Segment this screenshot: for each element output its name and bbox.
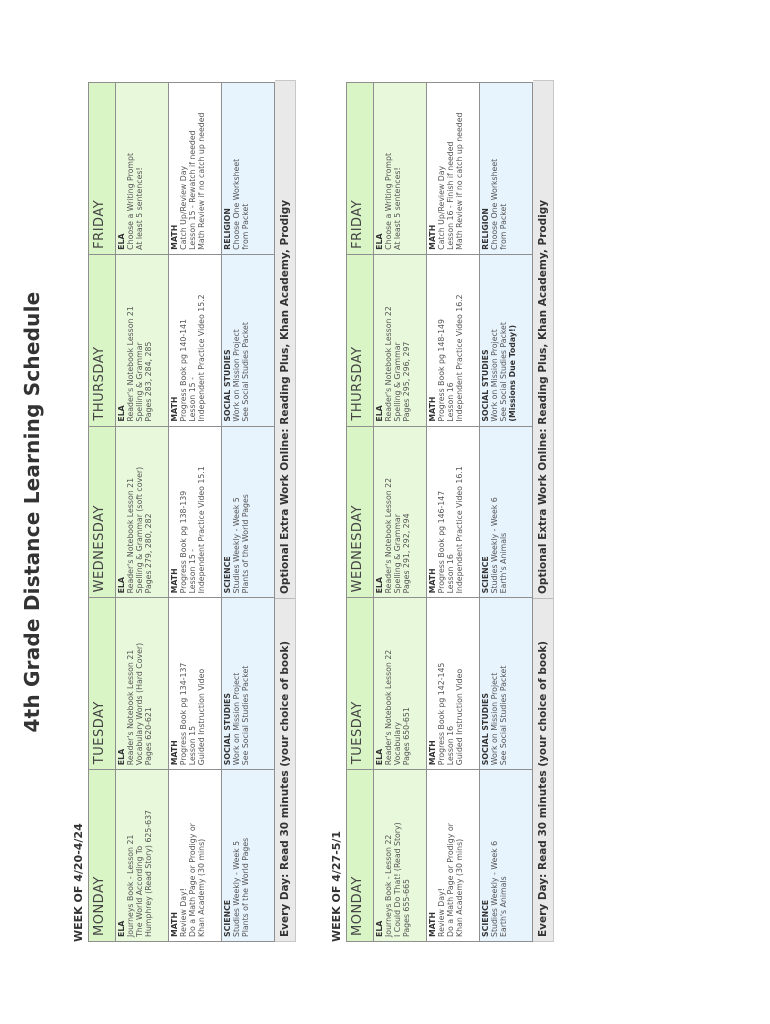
schedule-cell [116, 770, 169, 942]
schedule-cell [427, 426, 480, 598]
schedule-row [480, 83, 533, 942]
assignment-line: Choose a Writing Prompt [125, 152, 135, 250]
assignment-line: Plants of the World Pages [240, 494, 250, 594]
assignment-line: Studies Weekly - Week 5 [231, 840, 241, 937]
subject-label: MATH [428, 740, 437, 766]
assignment-line: Journeys Book - Lesson 22 [383, 834, 393, 937]
schedule-row [222, 83, 275, 942]
week-section [72, 82, 296, 942]
assignment-line: Independent Practice Video 15.1 [196, 466, 206, 594]
assignment-line: Review Day! [178, 888, 188, 937]
assignment-line: Lesson 16 [445, 725, 455, 766]
schedule-cell [169, 426, 222, 598]
every-day-note: Every Day: Read 30 minutes (your choice of book) [275, 598, 295, 941]
subject-label: ELA [117, 577, 126, 594]
assignment-line: Spelling & Grammar [392, 514, 402, 594]
schedule-cell [222, 598, 275, 770]
assignment-line: Lesson 16 - Finish if needed [445, 141, 455, 250]
week-section [330, 82, 554, 942]
assignment-line: Work on Mission Project [231, 672, 241, 766]
subject-label: ELA [117, 748, 126, 766]
assignment-line: Vocabulary Words (Hard Cover) [134, 642, 144, 766]
schedule-cell [374, 426, 427, 598]
schedule-cell [116, 83, 169, 255]
schedule-cell [480, 426, 533, 598]
assignment-line: Reader's Notebook Lesson 21 [125, 477, 135, 594]
assignment-line: Math Review if no catch up needed [454, 112, 464, 250]
schedule-table [88, 82, 275, 942]
schedule-row [116, 83, 169, 942]
day-header-row [89, 83, 116, 942]
week-label: WEEK OF 4/20-4/24 [72, 823, 85, 942]
subject-label: RELIGION [223, 208, 232, 250]
assignment-line: Math Review if no catch up needed [196, 112, 206, 250]
assignment-line: Spelling & Grammar [134, 342, 144, 422]
assignment-line: Choose One Worksheet [489, 158, 499, 250]
subject-label: SOCIAL STUDIES [481, 693, 490, 766]
assignment-line: Do a Math Page or Prodigy or [445, 823, 455, 937]
assignment-line: Reader's Notebook Lesson 22 [383, 477, 393, 594]
day-header-friday: FRIDAY [89, 83, 116, 255]
schedule-cell [480, 770, 533, 942]
schedule-cell [480, 254, 533, 426]
assignment-line: Plants of the World Pages [240, 837, 250, 937]
assignment-line: Progress Book pg 134-137 [178, 662, 188, 766]
assignment-line: Choose a Writing Prompt [383, 152, 393, 250]
page-title: 4th Grade Distance Learning Schedule [20, 291, 44, 733]
every-day-note: Every Day: Read 30 minutes (your choice of book) [533, 598, 553, 941]
schedule-row [427, 83, 480, 942]
optional-work-note: Optional Extra Work Online: Reading Plus, Khan Academy, Prodigy [279, 199, 291, 594]
assignment-line: Progress Book pg 140-141 [178, 319, 188, 422]
assignment-line: Spelling & Grammar (soft cover) [134, 466, 144, 594]
subject-label: ELA [375, 748, 384, 766]
assignment-line: Independent Practice Video 16.1 [454, 466, 464, 594]
subject-label: MATH [428, 396, 437, 422]
schedule-cell [374, 770, 427, 942]
assignment-line: Work on Mission Project [231, 329, 241, 422]
assignment-line: Lesson 16 [445, 554, 455, 594]
assignment-line: Guided Instruction Video [454, 668, 464, 766]
subject-label: MATH [170, 396, 179, 422]
subject-label: MATH [170, 740, 179, 766]
schedule-cell [169, 254, 222, 426]
assignment-line: Progress Book pg 146-147 [436, 490, 446, 594]
assignment-line: Work on Mission Project [489, 329, 499, 422]
assignment-line: Journeys Book - Lesson 21 [125, 834, 135, 937]
assignment-line: Choose One Worksheet [231, 158, 241, 250]
assignment-line: Work on Mission Project [489, 672, 499, 766]
assignment-line: Do a Math Page or Prodigy or [187, 823, 197, 937]
assignment-line: Lesson 15 - [187, 377, 197, 422]
schedule-cell [116, 254, 169, 426]
assignment-line: At least 5 sentences! [392, 167, 402, 250]
schedule-cell [222, 770, 275, 942]
assignment-line: Pages 279, 280, 282 [143, 513, 153, 594]
schedule-row [169, 83, 222, 942]
assignment-line: Vocabulary [392, 721, 402, 766]
assignment-line: (Missions Due Today!) [507, 324, 517, 422]
subject-label: MATH [170, 568, 179, 594]
subject-label: ELA [375, 920, 384, 937]
subject-label: MATH [170, 224, 179, 250]
assignment-line: Lesson 16 [445, 382, 455, 422]
subject-label: ELA [117, 920, 126, 937]
assignment-line: I Could Do That! (Read Story) [392, 822, 402, 937]
assignment-line: from Packet [498, 203, 508, 250]
assignment-line: Reader's Notebook Lesson 22 [383, 306, 393, 422]
subject-label: SCIENCE [223, 899, 232, 937]
assignment-line: Reader's Notebook Lesson 22 [383, 649, 393, 766]
schedule-cell [427, 770, 480, 942]
schedule-cell [427, 598, 480, 770]
assignment-line: See Social Studies Packet [498, 665, 508, 766]
schedule-cell [374, 254, 427, 426]
assignment-line: Reader's Notebook Lesson 21 [125, 649, 135, 766]
schedule-cell [480, 83, 533, 255]
subject-label: MATH [170, 911, 179, 937]
footer-bar [533, 80, 554, 942]
subject-label: SCIENCE [481, 556, 490, 594]
assignment-line: Lesson 15 - Rewatch if needed [187, 130, 197, 250]
day-header-monday: MONDAY [89, 770, 116, 942]
assignment-line: Earth's Animals [498, 876, 508, 937]
assignment-line: Guided Instruction Video [196, 668, 206, 766]
schedule-cell [116, 426, 169, 598]
assignment-line: See Social Studies Packet [240, 322, 250, 422]
schedule-cell [116, 598, 169, 770]
schedule-cell [169, 770, 222, 942]
subject-label: RELIGION [481, 208, 490, 250]
assignment-line: The World According To [134, 845, 144, 937]
assignment-line: See Social Studies Packet [498, 322, 508, 422]
subject-label: SOCIAL STUDIES [481, 349, 490, 422]
schedule-cell [427, 254, 480, 426]
assignment-line: Spelling & Grammar [392, 342, 402, 422]
assignment-line: Humphrey (Read Story) 625-637 [143, 809, 153, 937]
subject-label: SCIENCE [481, 899, 490, 937]
schedule-row [374, 83, 427, 942]
schedule-cell [480, 598, 533, 770]
assignment-line: Khan Academy (30 mins) [196, 838, 206, 937]
assignment-line: Pages 620-621 [143, 707, 153, 766]
assignment-line: Review Day! [436, 888, 446, 937]
subject-label: ELA [117, 233, 126, 250]
assignment-line: Progress Book pg 138-139 [178, 490, 188, 594]
day-header-monday: MONDAY [347, 770, 374, 942]
optional-work-note: Optional Extra Work Online: Reading Plus, Khan Academy, Prodigy [537, 199, 549, 594]
assignment-line: Lesson 15 [187, 725, 197, 766]
assignment-line: Catch Up/Review Day [178, 165, 188, 250]
subject-label: MATH [428, 224, 437, 250]
day-header-tuesday: TUESDAY [347, 598, 374, 770]
assignment-line: See Social Studies Packet [240, 665, 250, 766]
assignment-line: Pages 283, 284, 285 [143, 341, 153, 422]
schedule-cell [169, 83, 222, 255]
day-header-thursday: THURSDAY [89, 254, 116, 426]
subject-label: MATH [428, 911, 437, 937]
assignment-line: Pages 655-665 [401, 879, 411, 937]
subject-label: SCIENCE [223, 556, 232, 594]
day-header-thursday: THURSDAY [347, 254, 374, 426]
assignment-line: Independent Practice Video 15.2 [196, 294, 206, 422]
assignment-line: from Packet [240, 203, 250, 250]
assignment-line: Progress Book pg 148-149 [436, 319, 446, 422]
schedule-cell [427, 83, 480, 255]
assignment-line: Studies Weekly - Week 6 [489, 497, 499, 594]
subject-label: SOCIAL STUDIES [223, 693, 232, 766]
assignment-line: Independent Practice Video 16.2 [454, 294, 464, 422]
subject-label: MATH [428, 568, 437, 594]
schedule-cell [374, 83, 427, 255]
week-label: WEEK OF 4/27-5/1 [330, 830, 343, 942]
day-header-tuesday: TUESDAY [89, 598, 116, 770]
assignment-line: Lesson 15 - [187, 548, 197, 594]
assignment-line: At least 5 sentences! [134, 167, 144, 250]
assignment-line: Studies Weekly - Week 6 [489, 840, 499, 937]
day-header-friday: FRIDAY [347, 83, 374, 255]
assignment-line: Reader's Notebook Lesson 21 [125, 306, 135, 422]
day-header-wednesday: WEDNESDAY [89, 426, 116, 598]
schedule-cell [222, 254, 275, 426]
schedule-cell [374, 598, 427, 770]
schedule-cell [222, 426, 275, 598]
footer-bar [275, 80, 296, 942]
assignment-line: Earth's Animals [498, 532, 508, 594]
schedule-table [346, 82, 533, 942]
assignment-line: Pages 295, 296, 297 [401, 341, 411, 422]
assignment-line: Studies Weekly - Week 5 [231, 497, 241, 594]
subject-label: ELA [375, 233, 384, 250]
assignment-line: Pages 291, 292, 294 [401, 513, 411, 594]
assignment-line: Progress Book pg 142-145 [436, 662, 446, 766]
assignment-line: Catch Up/Review Day [436, 165, 446, 250]
day-header-row [347, 83, 374, 942]
schedule-cell [222, 83, 275, 255]
schedule-cell [169, 598, 222, 770]
assignment-line: Khan Academy (30 mins) [454, 838, 464, 937]
subject-label: ELA [375, 405, 384, 422]
assignment-line: Pages 650-651 [401, 707, 411, 766]
subject-label: ELA [117, 405, 126, 422]
subject-label: SOCIAL STUDIES [223, 349, 232, 422]
subject-label: ELA [375, 577, 384, 594]
day-header-wednesday: WEDNESDAY [347, 426, 374, 598]
